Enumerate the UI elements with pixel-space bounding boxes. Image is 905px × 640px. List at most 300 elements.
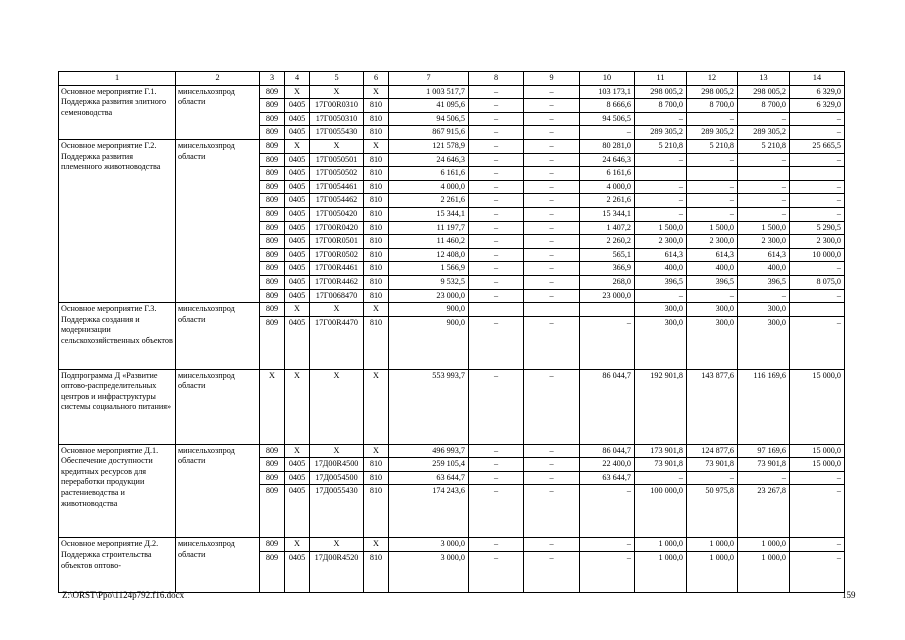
table-cell: – <box>469 139 524 153</box>
table-cell: – <box>790 262 845 276</box>
table-cell: 17Г00R4462 <box>310 275 364 289</box>
table-cell: – <box>469 194 524 208</box>
table-cell: 0405 <box>285 194 310 208</box>
table-cell: – <box>469 444 524 458</box>
table-cell: – <box>790 112 845 126</box>
table-cell: – <box>738 194 790 208</box>
table-cell: 0405 <box>285 126 310 140</box>
table-cell: 80 281,0 <box>580 139 635 153</box>
table-cell: 94 506,5 <box>580 112 635 126</box>
table-cell: 300,0 <box>738 316 790 369</box>
table-cell: 400,0 <box>687 262 738 276</box>
table-cell: – <box>524 485 580 538</box>
table-cell: 300,0 <box>687 316 738 369</box>
table-cell: – <box>469 458 524 472</box>
table-cell: 15 000,0 <box>790 458 845 472</box>
table-cell: 10 000,0 <box>790 248 845 262</box>
table-cell: 17Г0068470 <box>310 289 364 303</box>
table-cell: 289 305,2 <box>687 126 738 140</box>
table-cell: 0405 <box>285 153 310 167</box>
table-cell: 1 407,2 <box>580 221 635 235</box>
table-cell: 22 400,0 <box>580 458 635 472</box>
table-cell: – <box>469 248 524 262</box>
table-cell: – <box>738 207 790 221</box>
table-cell: – <box>580 316 635 369</box>
table-cell: 5 210,8 <box>738 139 790 153</box>
table-cell: 900,0 <box>389 303 469 317</box>
executor-cell: минсельхозпрод области <box>176 85 260 139</box>
table-cell: – <box>635 112 687 126</box>
footer-file-path: Z:\ORST\Ppo\1124p792.f16.docx <box>62 590 185 600</box>
table-cell <box>469 303 524 317</box>
table-cell: 1 500,0 <box>635 221 687 235</box>
table-cell: – <box>469 369 524 444</box>
table-cell: 97 169,6 <box>738 444 790 458</box>
table-cell: 300,0 <box>738 303 790 317</box>
table-cell: 0405 <box>285 289 310 303</box>
table-cell: 0405 <box>285 248 310 262</box>
table-cell: 41 095,6 <box>389 99 469 113</box>
executor-cell: минсельхозпрод области <box>176 303 260 370</box>
table-cell: – <box>687 471 738 485</box>
table-cell: 396,5 <box>635 275 687 289</box>
table-row <box>59 139 845 153</box>
table-cell: 5 210,8 <box>635 139 687 153</box>
table-cell: – <box>738 289 790 303</box>
table-cell: – <box>524 471 580 485</box>
executor-cell: минсельхозпрод области <box>176 444 260 538</box>
table-cell: 614,3 <box>635 248 687 262</box>
table-cell: – <box>469 316 524 369</box>
table-cell: 810 <box>364 194 389 208</box>
table-row <box>59 444 845 458</box>
table-cell: – <box>469 167 524 181</box>
table-cell: 810 <box>364 552 389 593</box>
table-cell: 300,0 <box>635 316 687 369</box>
table-cell: 810 <box>364 207 389 221</box>
table-cell: – <box>524 194 580 208</box>
table-cell: – <box>524 458 580 472</box>
table-cell: 810 <box>364 485 389 538</box>
table-cell: 6 161,6 <box>389 167 469 181</box>
footer-page-number: 159 <box>842 590 856 600</box>
activity-name-cell: Основное мероприятие Г.1. Поддержка развития элитного семеноводства <box>59 85 176 139</box>
table-cell: – <box>687 289 738 303</box>
table-cell: 809 <box>260 444 285 458</box>
table-cell: 8 666,6 <box>580 99 635 113</box>
column-header: 12 <box>687 72 738 86</box>
table-cell: 63 644,7 <box>580 471 635 485</box>
table-cell: 9 532,5 <box>389 275 469 289</box>
table-cell: 0405 <box>285 207 310 221</box>
table-cell: 5 210,8 <box>687 139 738 153</box>
table-cell: 810 <box>364 126 389 140</box>
table-cell: Х <box>310 538 364 552</box>
table-cell: 1 566,9 <box>389 262 469 276</box>
column-header: 14 <box>790 72 845 86</box>
column-header: 11 <box>635 72 687 86</box>
table-cell: Х <box>364 303 389 317</box>
table-cell: – <box>580 126 635 140</box>
table-cell: 17Г0050501 <box>310 153 364 167</box>
table-row <box>59 369 845 444</box>
table-cell: – <box>738 112 790 126</box>
table-cell: 809 <box>260 485 285 538</box>
table-cell: – <box>687 194 738 208</box>
table-cell: 809 <box>260 180 285 194</box>
table-cell: 86 044,7 <box>580 444 635 458</box>
column-header: 2 <box>176 72 260 86</box>
table-cell: Х <box>364 139 389 153</box>
table-cell: 496 993,7 <box>389 444 469 458</box>
table-cell: Х <box>285 538 310 552</box>
table-cell: – <box>687 207 738 221</box>
table-cell: 565,1 <box>580 248 635 262</box>
table-cell: 17Г00R0502 <box>310 248 364 262</box>
table-cell: 3 000,0 <box>389 538 469 552</box>
table-cell: 17Г0054462 <box>310 194 364 208</box>
table-cell: – <box>469 275 524 289</box>
table-cell: – <box>738 180 790 194</box>
table-cell: 17Г0055430 <box>310 126 364 140</box>
table-cell: 17Г0050420 <box>310 207 364 221</box>
table-cell: – <box>790 126 845 140</box>
table-cell: 17Г00R0310 <box>310 99 364 113</box>
table-cell: 11 460,2 <box>389 235 469 249</box>
executor-cell: минсельхозпрод области <box>176 369 260 444</box>
table-cell: 86 044,7 <box>580 369 635 444</box>
table-cell: – <box>635 180 687 194</box>
table-row <box>59 538 845 552</box>
table-cell: 17Г00R4470 <box>310 316 364 369</box>
table-cell: – <box>580 552 635 593</box>
table-cell: – <box>524 85 580 99</box>
column-header: 7 <box>389 72 469 86</box>
table-cell: – <box>524 112 580 126</box>
table-cell: – <box>687 180 738 194</box>
executor-cell: минсельхозпрод области <box>176 139 260 302</box>
table-cell: 1 000,0 <box>687 552 738 593</box>
table-cell: 553 993,7 <box>389 369 469 444</box>
table-cell: 192 901,8 <box>635 369 687 444</box>
table-cell: – <box>469 552 524 593</box>
activity-name-cell: Подпрограмма Д «Развитие оптово-распределительных центров и инфраструктуры системы социального питания» <box>59 369 176 444</box>
table-cell: Х <box>285 303 310 317</box>
table-cell: 0405 <box>285 112 310 126</box>
table-cell: – <box>635 207 687 221</box>
table-cell: – <box>580 485 635 538</box>
table-cell: Х <box>285 369 310 444</box>
table-cell: 6 161,6 <box>580 167 635 181</box>
table-cell: 2 300,0 <box>738 235 790 249</box>
table-cell: 143 877,6 <box>687 369 738 444</box>
table-cell: – <box>469 289 524 303</box>
table-cell: – <box>790 316 845 369</box>
table-cell: 810 <box>364 289 389 303</box>
table-cell: 809 <box>260 221 285 235</box>
table-cell: 5 290,5 <box>790 221 845 235</box>
table-cell: – <box>524 235 580 249</box>
table-cell: 809 <box>260 538 285 552</box>
table-cell: – <box>524 139 580 153</box>
table-cell: 17Д00R4500 <box>310 458 364 472</box>
table-cell: – <box>790 153 845 167</box>
table-cell: – <box>524 552 580 593</box>
table-cell: Х <box>310 139 364 153</box>
table-cell: 8 700,0 <box>687 99 738 113</box>
table-cell: 0405 <box>285 262 310 276</box>
table-cell: 0405 <box>285 458 310 472</box>
table-cell: – <box>524 180 580 194</box>
table-cell: 0405 <box>285 485 310 538</box>
table-cell: 810 <box>364 180 389 194</box>
table-cell: 6 329,0 <box>790 85 845 99</box>
table-cell: 298 005,2 <box>635 85 687 99</box>
table-cell: – <box>469 126 524 140</box>
activity-name-cell: Основное мероприятие Д.1. Обеспечение доступности кредитных ресурсов для переработки продукции растениеводства и животноводства <box>59 444 176 538</box>
table-cell: Х <box>310 303 364 317</box>
table-cell: Х <box>285 444 310 458</box>
table-cell: 1 000,0 <box>635 538 687 552</box>
table-cell: 0405 <box>285 235 310 249</box>
table-cell: – <box>524 444 580 458</box>
table-cell: – <box>790 289 845 303</box>
table-row <box>59 303 845 317</box>
table-cell: 809 <box>260 316 285 369</box>
table-cell: 0405 <box>285 99 310 113</box>
table-cell: 614,3 <box>738 248 790 262</box>
table-cell: – <box>469 262 524 276</box>
table-cell: 396,5 <box>738 275 790 289</box>
column-header: 8 <box>469 72 524 86</box>
table-cell: 3 000,0 <box>389 552 469 593</box>
table-cell: 17Д0054500 <box>310 471 364 485</box>
table-cell: 2 300,0 <box>790 235 845 249</box>
table-cell: Х <box>260 369 285 444</box>
table-cell: 809 <box>260 289 285 303</box>
table-cell: 124 877,6 <box>687 444 738 458</box>
table-cell: – <box>635 471 687 485</box>
table-body <box>59 85 845 592</box>
table-cell: – <box>635 153 687 167</box>
table-cell: – <box>469 153 524 167</box>
table-cell: – <box>469 471 524 485</box>
table-cell: 8 700,0 <box>738 99 790 113</box>
table-cell: Х <box>310 444 364 458</box>
table-cell: 15 344,1 <box>389 207 469 221</box>
table-cell: 1 000,0 <box>738 552 790 593</box>
table-cell: – <box>738 153 790 167</box>
table-cell: 50 975,8 <box>687 485 738 538</box>
table-cell: Х <box>285 139 310 153</box>
table-cell: 809 <box>260 262 285 276</box>
table-cell: 103 173,1 <box>580 85 635 99</box>
table-cell: Х <box>364 444 389 458</box>
table-cell: 809 <box>260 194 285 208</box>
table-cell: 867 915,6 <box>389 126 469 140</box>
table-cell: Х <box>364 538 389 552</box>
table-cell: 0405 <box>285 471 310 485</box>
table-cell: – <box>524 221 580 235</box>
table-cell: Х <box>285 85 310 99</box>
table-cell <box>635 167 687 181</box>
table-cell: – <box>524 126 580 140</box>
table-cell: 810 <box>364 235 389 249</box>
table-cell: – <box>524 275 580 289</box>
table-cell: 1 003 517,7 <box>389 85 469 99</box>
table-cell: – <box>524 207 580 221</box>
table-cell: 2 261,6 <box>580 194 635 208</box>
table-cell: 17Д00R4520 <box>310 552 364 593</box>
table-cell <box>738 167 790 181</box>
table-cell: – <box>469 180 524 194</box>
table-cell: 809 <box>260 552 285 593</box>
table-cell: 810 <box>364 99 389 113</box>
table-cell: 268,0 <box>580 275 635 289</box>
table-cell: Х <box>364 85 389 99</box>
table-cell: – <box>524 538 580 552</box>
table-cell: 0405 <box>285 552 310 593</box>
table-cell: 1 000,0 <box>687 538 738 552</box>
table-cell: – <box>580 538 635 552</box>
table-cell <box>580 303 635 317</box>
table-cell: 25 665,5 <box>790 139 845 153</box>
table-cell: – <box>524 369 580 444</box>
table-cell: 2 261,6 <box>389 194 469 208</box>
table-cell: 73 901,8 <box>738 458 790 472</box>
table-cell: – <box>738 471 790 485</box>
table-cell: – <box>524 248 580 262</box>
table-cell: 17Г0050502 <box>310 167 364 181</box>
activity-name-cell: Основное мероприятие Г.3. Поддержка создания и модернизации сельскохозяйственных объектов <box>59 303 176 370</box>
table-cell: – <box>790 471 845 485</box>
table-cell: 809 <box>260 99 285 113</box>
table-cell: 810 <box>364 112 389 126</box>
table-cell: 400,0 <box>738 262 790 276</box>
table-cell: 900,0 <box>389 316 469 369</box>
table-cell <box>687 167 738 181</box>
table-cell: 1 500,0 <box>738 221 790 235</box>
table-cell: 300,0 <box>687 303 738 317</box>
column-header: 6 <box>364 72 389 86</box>
table-cell <box>790 303 845 317</box>
table-cell: 809 <box>260 303 285 317</box>
table-cell: 300,0 <box>635 303 687 317</box>
column-header: 4 <box>285 72 310 86</box>
table-cell: 15 344,1 <box>580 207 635 221</box>
table-cell: – <box>687 153 738 167</box>
table-cell: 809 <box>260 248 285 262</box>
table-cell: 809 <box>260 458 285 472</box>
table-cell: 810 <box>364 262 389 276</box>
table-cell: 24 646,3 <box>389 153 469 167</box>
table-cell: 17Г0054461 <box>310 180 364 194</box>
table-cell: – <box>790 194 845 208</box>
table-cell: 23 000,0 <box>389 289 469 303</box>
table-cell: – <box>469 99 524 113</box>
table-cell: 15 000,0 <box>790 444 845 458</box>
table-cell: Х <box>310 369 364 444</box>
table-cell: – <box>469 85 524 99</box>
table-cell: – <box>524 316 580 369</box>
table-cell: – <box>524 153 580 167</box>
table-cell: 396,5 <box>687 275 738 289</box>
table-cell: 614,3 <box>687 248 738 262</box>
table-cell: 809 <box>260 139 285 153</box>
table-cell: – <box>635 194 687 208</box>
table-cell: 6 329,0 <box>790 99 845 113</box>
table-cell: 121 578,9 <box>389 139 469 153</box>
table-cell: 2 260,2 <box>580 235 635 249</box>
table-cell: 0405 <box>285 316 310 369</box>
table-cell: 289 305,2 <box>635 126 687 140</box>
table-cell: 810 <box>364 248 389 262</box>
table-cell: 0405 <box>285 180 310 194</box>
table-cell: 298 005,2 <box>687 85 738 99</box>
table-cell: 809 <box>260 167 285 181</box>
table-cell: 1 000,0 <box>738 538 790 552</box>
table-cell: 173 901,8 <box>635 444 687 458</box>
table-cell: 810 <box>364 471 389 485</box>
table-cell <box>790 167 845 181</box>
table-cell: 1 500,0 <box>687 221 738 235</box>
table-cell: 2 300,0 <box>687 235 738 249</box>
table-cell: 116 169,6 <box>738 369 790 444</box>
table-cell: 8 075,0 <box>790 275 845 289</box>
column-header: 1 <box>59 72 176 86</box>
table-cell: 0405 <box>285 167 310 181</box>
table-cell: 174 243,6 <box>389 485 469 538</box>
table-cell: – <box>524 262 580 276</box>
table-cell: 0405 <box>285 275 310 289</box>
table-cell: 809 <box>260 275 285 289</box>
column-header: 13 <box>738 72 790 86</box>
table-cell: – <box>469 112 524 126</box>
table-cell: 63 644,7 <box>389 471 469 485</box>
table-cell: 809 <box>260 126 285 140</box>
table-cell: 94 506,5 <box>389 112 469 126</box>
table-cell: – <box>469 221 524 235</box>
table-cell: 17Д0055430 <box>310 485 364 538</box>
activity-name-cell: Основное мероприятие Д.2. Поддержка строительства объектов оптово- <box>59 538 176 593</box>
budget-table <box>58 71 845 593</box>
table-cell: 0405 <box>285 221 310 235</box>
table-cell: 23 000,0 <box>580 289 635 303</box>
table-cell: – <box>635 289 687 303</box>
table-cell: 810 <box>364 221 389 235</box>
table-cell: – <box>469 235 524 249</box>
table-cell: 73 901,8 <box>635 458 687 472</box>
table-cell: 810 <box>364 167 389 181</box>
table-cell <box>524 303 580 317</box>
table-cell: 17Г0050310 <box>310 112 364 126</box>
table-cell: 17Г00R4461 <box>310 262 364 276</box>
table-cell: 23 267,8 <box>738 485 790 538</box>
table-cell: 12 408,0 <box>389 248 469 262</box>
table-cell: 17Г00R0501 <box>310 235 364 249</box>
table-cell: 809 <box>260 85 285 99</box>
table-cell: 810 <box>364 316 389 369</box>
table-cell: 8 700,0 <box>635 99 687 113</box>
activity-name-cell: Основное мероприятие Г.2. Поддержка развития племенного животноводства <box>59 139 176 302</box>
table-cell: 73 901,8 <box>687 458 738 472</box>
table-cell: 17Г00R0420 <box>310 221 364 235</box>
table-cell: 259 105,4 <box>389 458 469 472</box>
table-cell: 11 197,7 <box>389 221 469 235</box>
table-cell: – <box>469 538 524 552</box>
table-cell: Х <box>364 369 389 444</box>
table-cell: 15 000,0 <box>790 369 845 444</box>
